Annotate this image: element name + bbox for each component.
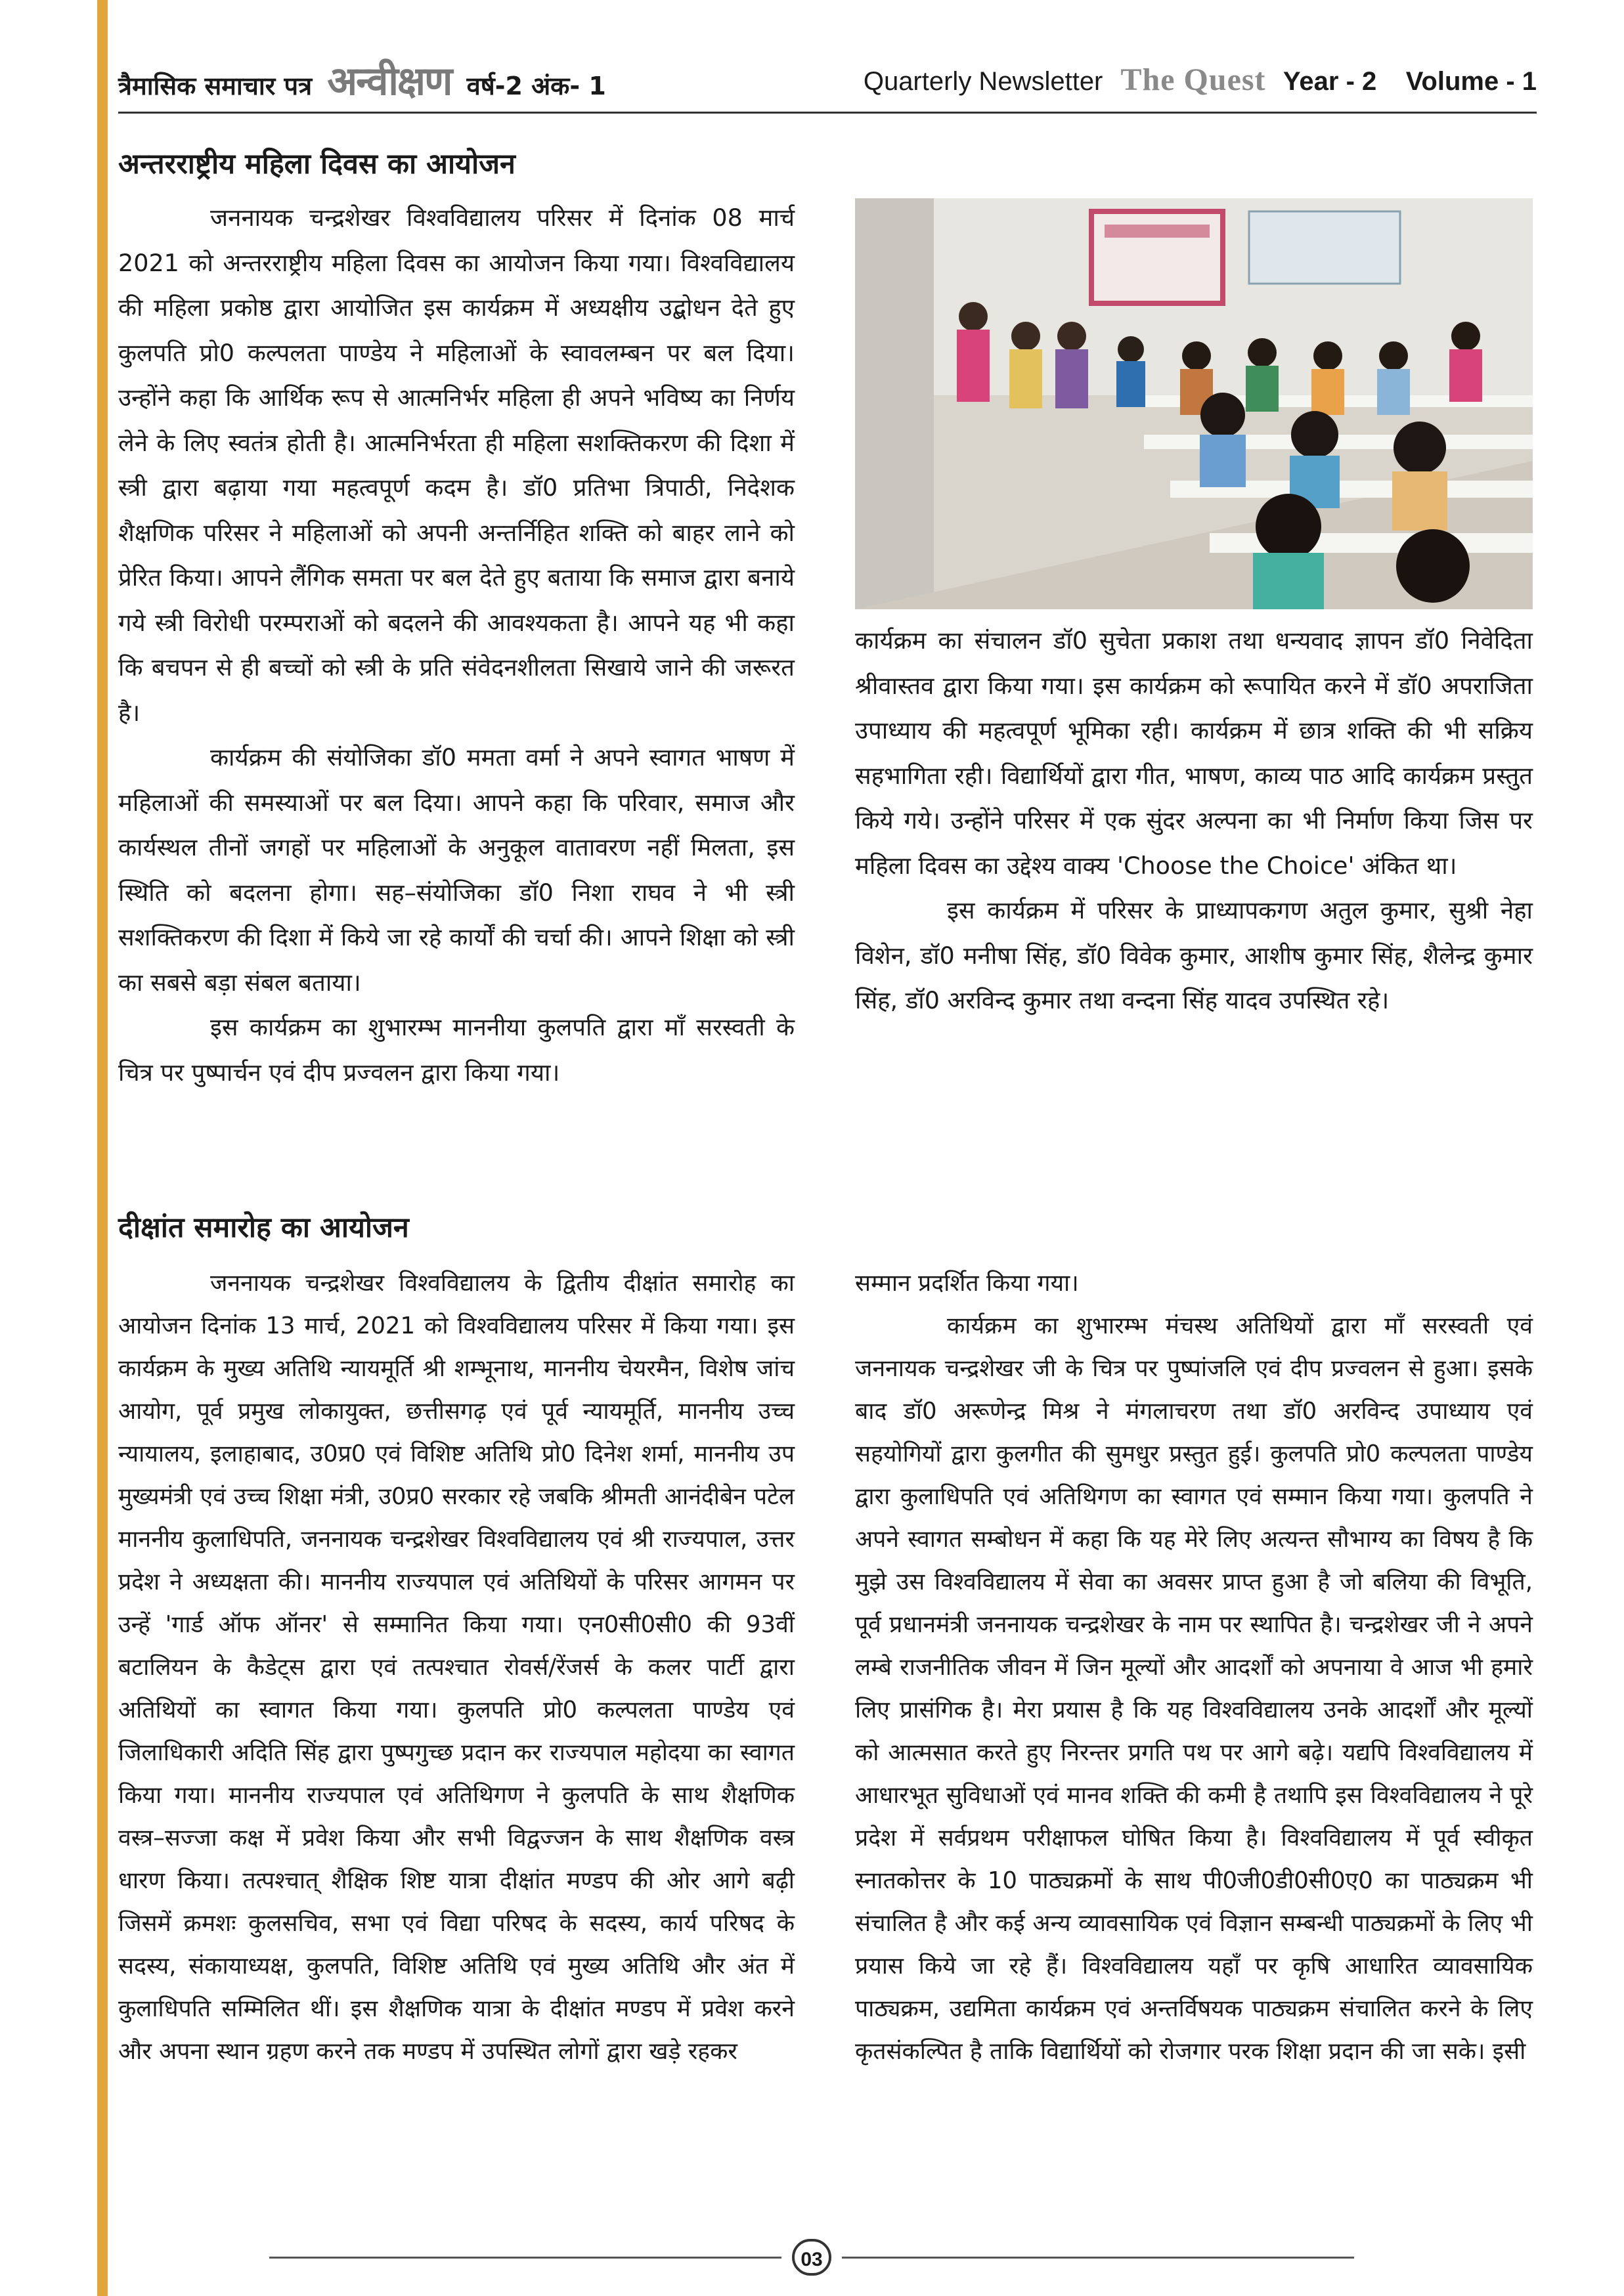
- header-hindi-prefix: त्रैमासिक समाचार पत्र: [118, 72, 313, 100]
- header-english-brand: The Quest: [1120, 62, 1266, 97]
- article-title-convocation: दीक्षांत समारोह का आयोजन: [118, 1211, 409, 1244]
- paragraph: जननायक चन्द्रशेखर विश्वविद्यालय परिसर में दिनांक 08 मार्च 2021 को अन्तरराष्ट्रीय महिला दिवस का आयोजन किया गया। विश्वविद्यालय की महिला प्रकोष्ठ द्वारा आयोजित इस कार्यक्रम में अध्यक्षीय उद्बोधन देते हुए कुलपति प्रो0 कल्पलता पाण्डेय ने महिलाओं के स्वावलम्बन पर बल दिया। उन्होंने कहा कि आर्थिक रूप से आत्मनिर्भर महिला ही अपने भविष्य का निर्णय लेने के लिए स्वतंत्र होती है। आत्मनिर्भरता ही महिला सशक्तिकरण की दिशा में स्त्री द्वारा बढ़ाया गया महत्वपूर्ण कदम है। डॉ0 प्रतिभा त्रिपाठी, निदेशक शैक्षणिक परिसर ने महिलाओं को अपनी अन्तर्निहित शक्ति को बाहर लाने को प्रेरित किया। आपने लैंगिक समता पर बल देते हुए बताया कि समाज द्वारा बनाये गये स्त्री विरोधी परम्पराओं को बदलने की आवश्यकता है। आपने यह भी कहा कि बचपन से ही बच्चों को स्त्री के प्रति संवेदनशीलता सिखाये जाने की जरूरत है।: [118, 204, 795, 727]
- paragraph: कार्यक्रम का शुभारम्भ मंचस्थ अतिथियों द्वारा माँ सरस्वती एवं जननायक चन्द्रशेखर जी के चित्र पर पुष्पांजलि एवं दीप प्रज्वलन से हुआ। इसके बाद डॉ0 अरूणेन्द्र मिश्र ने मंगलाचरण तथा डॉ0 अरविन्द उपाध्याय एवं सहयोगियों द्वारा कुलगीत की सुमधुर प्रस्तुत हुई। कुलपति प्रो0 कल्पलता पाण्डेय द्वारा कुलाधिपति एवं अतिथिगण का स्वागत एवं सम्मान किया गया। कुलपति ने अपने स्वागत सम्बोधन में कहा कि यह मेरे लिए अत्यन्त सौभाग्य का विषय है कि मुझे उस विश्वविद्यालय में सेवा का अवसर प्राप्त हुआ है जो बलिया की विभूति, पूर्व प्रधानमंत्री जननायक चन्द्रशेखर के नाम पर स्थापित है। चन्द्रशेखर जी ने अपने लम्बे राजनीतिक जीवन में जिन मूल्यों और आदर्शों को अपनाया वे आज भी हमारे लिए प्रासंगिक है। मेरा प्रयास है कि यह विश्वविद्यालय उनके आदर्शों और मूल्यों को आत्मसात करते हुए निरन्तर प्रगति पथ पर आगे बढ़े। यद्यपि विश्वविद्यालय में आधारभूत सुविधाओं एवं मानव शक्ति की कमी है तथापि इस विश्वविद्यालय ने पूरे प्रदेश में सर्वप्रथम परीक्षाफल घोषित किया है। विश्वविद्यालय में पूर्व स्वीकृत स्नातकोत्तर के 10 पाठ्यक्रमों के साथ पी0जी0डी0सी0ए0 का पाठ्यक्रम भी संचालित है और कई अन्य व्यावसायिक एवं विज्ञान सम्बन्धी पाठ्यक्रमों के लिए भी प्रयास किये जा रहे हैं। विश्वविद्यालय यहाँ पर कृषि आधारित व्यावसायिक पाठ्यक्रम, उद्यमिता कार्यक्रम एवं अन्तर्विषयक पाठ्यक्रम संचालित करने के लिए कृतसंकल्पित है ताकि विद्यार्थियों को रोजगार परक शिक्षा प्रदान की जा सके। इसी: [855, 1312, 1533, 2065]
- paragraph: कार्यक्रम की संयोजिका डॉ0 ममता वर्मा ने अपने स्वागत भाषण में महिलाओं की समस्याओं पर बल दिया। आपने कहा कि परिवार, समाज और कार्यस्थल तीनों जगहों पर महिलाओं के अनुकूल वातावरण नहीं मिलता, इस स्थिति को बदलना होगा। सह–संयोजिका डॉ0 निशा राघव ने भी स्त्री सशक्तिकरण की दिशा में किये जा रहे कार्यों की चर्चा की। आपने शिक्षा को स्त्री का सबसे बड़ा संबल बताया।: [118, 743, 795, 997]
- side-accent-bar: [97, 0, 108, 2296]
- event-photo: [855, 198, 1533, 609]
- header-english: [864, 62, 1537, 98]
- paragraph: सम्मान प्रदर्शित किया गया।: [855, 1270, 1079, 1297]
- header-hindi-brand: अन्वीक्षण: [327, 58, 452, 104]
- header-volume-label: Volume - 1: [1405, 67, 1537, 96]
- paragraph: इस कार्यक्रम का शुभारम्भ माननीया कुलपति द्वारा माँ सरस्वती के चित्र पर पुष्पार्चन एवं दीप प्रज्वलन द्वारा किया गया।: [118, 1013, 795, 1087]
- header-divider: [118, 112, 1537, 114]
- paragraph: इस कार्यक्रम में परिसर के प्राध्यापकगण अतुल कुमार, सुश्री नेहा विशेन, डॉ0 मनीषा सिंह, डॉ0 विवेक कुमार, आशीष कुमार सिंह, शैलेन्द्र कुमार सिंह, डॉ0 अरविन्द कुमार तथा वन्दना सिंह यादव उपस्थित रहे।: [855, 896, 1533, 1014]
- article-womens-day-right-column: [855, 618, 1533, 1024]
- header-hindi: [118, 53, 606, 106]
- footer-divider-right: [842, 2257, 1354, 2259]
- event-photo-illustration: [855, 198, 1533, 609]
- footer-divider-left: [269, 2257, 781, 2259]
- article-womens-day-left-column: [118, 196, 795, 1095]
- paragraph: कार्यक्रम का संचालन डॉ0 सुचेता प्रकाश तथा धन्यवाद ज्ञापन डॉ0 निवेदिता श्रीवास्तव द्वारा किया गया। इस कार्यक्रम को रूपायित करने में डॉ0 अपराजिता उपाध्याय की महत्वपूर्ण भूमिका रही। कार्यक्रम में छात्र शक्ति की भी सक्रिय सहभागिता रही। विद्यार्थियों द्वारा गीत, भाषण, काव्य पाठ आदि कार्यक्रम प्रस्तुत किये गये। उन्होंने परिसर में एक सुंदर अल्पना का भी निर्माण किया जिस पर महिला दिवस का उद्देश्य वाक्य 'Choose the Choice' अंकित था।: [855, 626, 1533, 880]
- page-header: [118, 39, 1537, 112]
- article-title-womens-day: अन्तरराष्ट्रीय महिला दिवस का आयोजन: [118, 148, 516, 181]
- header-hindi-suffix: वर्ष-2 अंक- 1: [466, 72, 606, 100]
- page-number: 03: [792, 2239, 831, 2276]
- header-english-prefix: Quarterly Newsletter: [863, 67, 1103, 96]
- header-year-label: Year - 2: [1283, 67, 1377, 96]
- article-convocation-left-column: [118, 1262, 795, 2073]
- paragraph: जननायक चन्द्रशेखर विश्वविद्यालय के द्वितीय दीक्षांत समारोह का आयोजन दिनांक 13 मार्च, 2021 को विश्वविद्यालय परिसर में किया गया। इस कार्यक्रम के मुख्य अतिथि न्यायमूर्ति श्री शम्भूनाथ, माननीय चेयरमैन, विशेष जांच आयोग, पूर्व प्रमुख लोकायुक्त, छत्तीसगढ़ एवं पूर्व न्यायमूर्ति, माननीय उच्च न्यायालय, इलाहाबाद, उ0प्र0 एवं विशिष्ट अतिथि प्रो0 दिनेश शर्मा, माननीय उप मुख्यमंत्री एवं उच्च शिक्षा मंत्री, उ0प्र0 सरकार रहे जबकि श्रीमती आनंदीबेन पटेल माननीय कुलाधिपति, जननायक चन्द्रशेखर विश्वविद्यालय एवं श्री राज्यपाल, उत्तर प्रदेश ने अध्यक्षता की। माननीय राज्यपाल एवं अतिथियों के परिसर आगमन पर उन्हें 'गार्ड ऑफ ऑनर' से सम्मानित किया गया। एन0सी0सी0 की 93वीं बटालियन के कैडेट्स द्वारा एवं तत्पश्चात रोवर्स/रेंजर्स के कलर पार्टी द्वारा अतिथियों का स्वागत किया गया। कुलपति प्रो0 कल्पलता पाण्डेय एवं जिलाधिकारी अदिति सिंह द्वारा पुष्पगुच्छ प्रदान कर राज्यपाल महोदया का स्वागत किया गया। माननीय राज्यपाल एवं अतिथिगण ने कुलपति के साथ शैक्षणिक वस्त्र–सज्जा कक्ष में प्रवेश किया और सभी विद्वज्जन के साथ शैक्षणिक वस्त्र धारण किया। तत्पश्चात् शैक्षिक शिष्ट यात्रा दीक्षांत मण्डप की ओर आगे बढ़ी जिसमें क्रमशः कुलसचिव, सभा एवं विद्या परिषद के सदस्य, कार्य परिषद के सदस्य, संकायाध्यक्ष, कुलपति, विशिष्ट अतिथि एवं मुख्य अतिथि और अंत में कुलाधिपति सम्मिलित थीं। इस शैक्षणिक यात्रा के दीक्षांत मण्डप में प्रवेश करने और अपना स्थान ग्रहण करने तक मण्डप में उपस्थित लोगों द्वारा खड़े रहकर: [118, 1270, 795, 2065]
- article-convocation-right-column: [855, 1262, 1533, 2073]
